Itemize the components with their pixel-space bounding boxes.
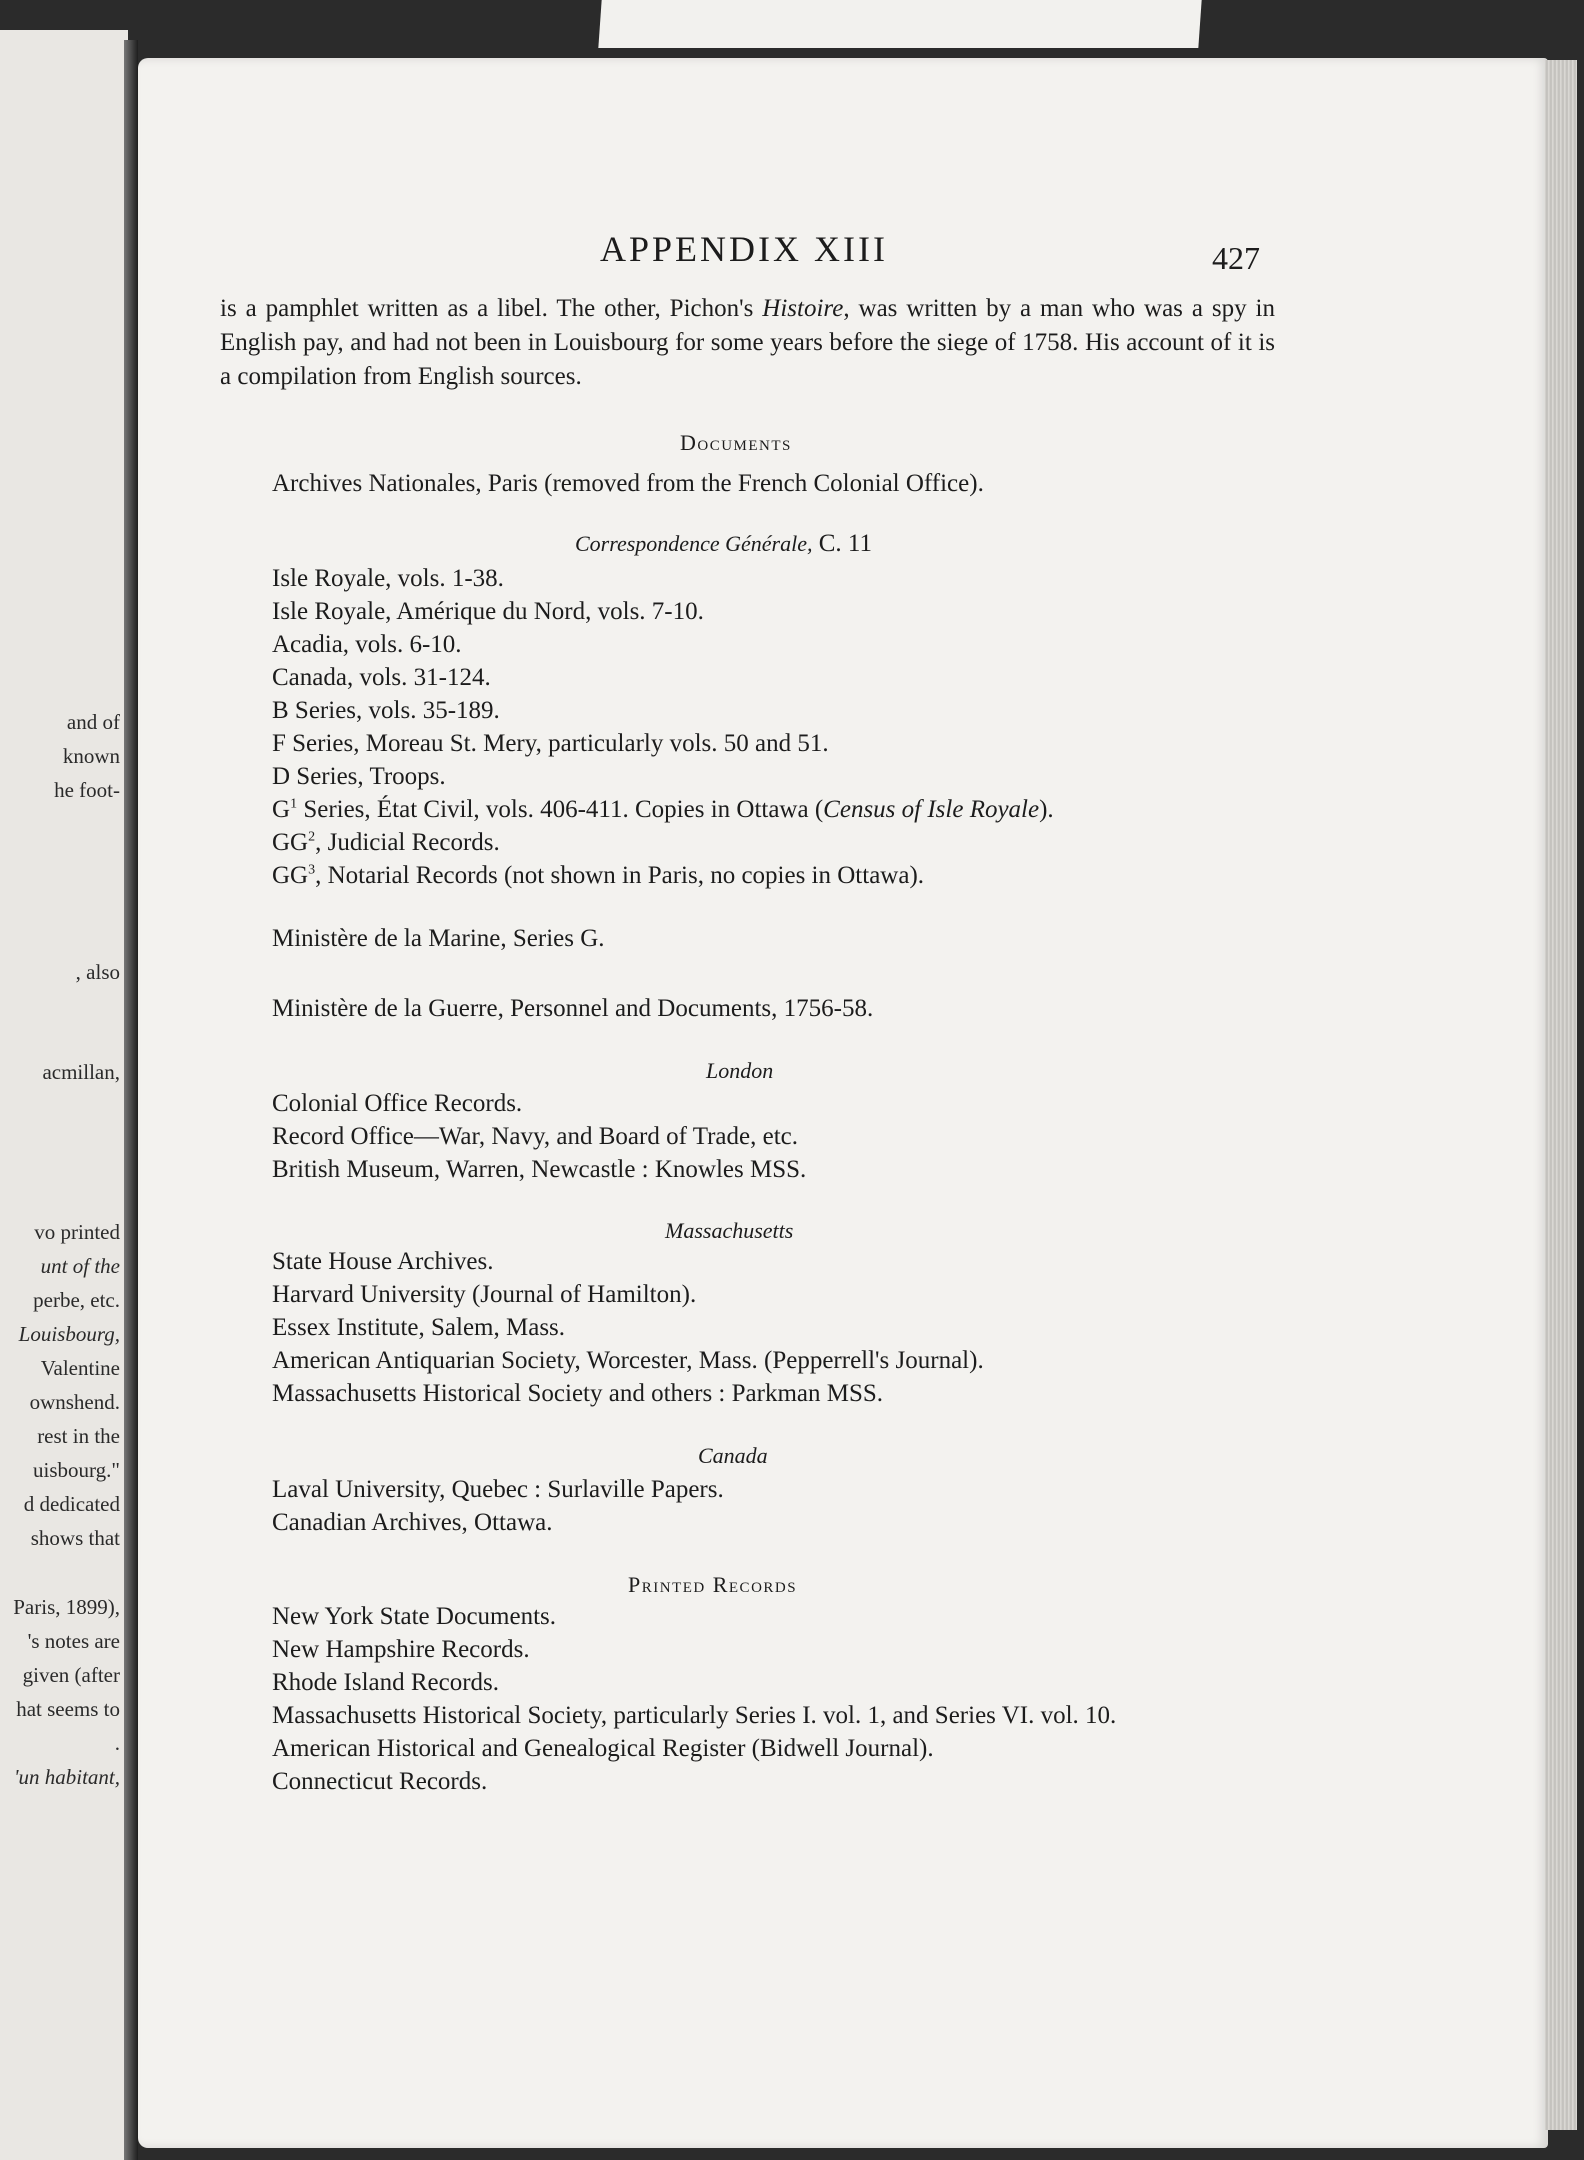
list-item: State House Archives. <box>272 1248 494 1275</box>
list-item: B Series, vols. 35-189. <box>272 697 500 724</box>
marine-line: Ministère de la Marine, Series G. <box>272 925 605 952</box>
left-fragment: ownshend. <box>29 1390 120 1414</box>
left-fragment: unt of the <box>40 1254 120 1278</box>
subheading-correspondence: Correspondence Générale, C. 11 <box>575 530 872 557</box>
list-item: American Antiquarian Society, Worcester, Mass. (Pepperrell's Journal). <box>272 1347 984 1374</box>
list-item: American Historical and Genealogical Register (Bidwell Journal). <box>272 1735 934 1762</box>
list-item: Record Office—War, Navy, and Board of Trade, etc. <box>272 1123 798 1150</box>
book-gutter <box>124 40 138 2160</box>
intro-paragraph: is a pamphlet written as a libel. The other, Pichon's Histoire, was written by a man who was a spy in English pay, and had not been in Louisbourg for some years before the siege of 1758. His account of it is a compilation from English sources. <box>220 295 1275 390</box>
list-item: Laval University, Quebec : Surlaville Papers. <box>272 1476 724 1503</box>
left-fragment: d dedicated <box>23 1492 120 1516</box>
left-fragment: , also <box>75 960 120 984</box>
list-item: Essex Institute, Salem, Mass. <box>272 1314 566 1341</box>
list-item-gg3: $GG^3$, Notarial Records (not shown in Paris, no copies in Ottawa). <box>272 862 925 889</box>
left-fragment: vo printed <box>34 1220 120 1244</box>
section-heading-printed-records: Printed Records <box>628 1572 798 1597</box>
loose-sheet-edge <box>598 0 1201 48</box>
left-fragment: known <box>62 744 120 768</box>
left-fragment: . <box>114 1731 120 1755</box>
section-heading-documents: Documents <box>680 430 792 455</box>
list-item: Rhode Island Records. <box>272 1669 500 1696</box>
left-fragment: uisbourg." <box>33 1458 120 1482</box>
list-item: Canada, vols. 31-124. <box>272 664 491 691</box>
list-item: Massachusetts Historical Society and others : Parkman MSS. <box>272 1380 884 1407</box>
list-item: British Museum, Warren, Newcastle : Knowles MSS. <box>272 1156 807 1183</box>
list-item: Connecticut Records. <box>272 1768 488 1795</box>
left-fragment: Paris, 1899), <box>13 1595 120 1619</box>
left-fragment: he foot- <box>54 778 120 802</box>
left-fragment: acmillan, <box>42 1060 120 1084</box>
list-item: Canadian Archives, Ottawa. <box>272 1509 553 1536</box>
left-page-text <box>0 30 120 2160</box>
left-facing-page <box>0 30 128 2160</box>
running-head: APPENDIX XIII <box>600 229 888 269</box>
left-fragment: shows that <box>30 1526 120 1550</box>
left-fragment: given (after <box>22 1663 120 1687</box>
subheading-london: London <box>706 1058 774 1083</box>
left-fragment: rest in the <box>37 1424 120 1448</box>
histoire-title: Histoire <box>762 295 844 322</box>
page-number: 427 <box>1212 240 1260 276</box>
left-fragment: 's notes are <box>27 1629 120 1653</box>
subheading-massachusetts: Massachusetts <box>665 1218 794 1243</box>
list-item: Isle Royale, Amérique du Nord, vols. 7-10. <box>272 598 704 625</box>
list-item: Acadia, vols. 6-10. <box>272 631 462 658</box>
list-item: D Series, Troops. <box>272 763 446 790</box>
list-item-g1: $G^1$ Series, État Civil, vols. 406-411. Copies in Ottawa (Census of Isle Royale). <box>272 796 1054 823</box>
left-fragment: Louisbourg, <box>18 1322 120 1346</box>
guerre-line: Ministère de la Guerre, Personnel and Documents, 1756-58. <box>272 995 874 1022</box>
list-item: Isle Royale, vols. 1-38. <box>272 565 504 592</box>
list-item: Massachusetts Historical Society, particularly Series I. vol. 1, and Series VI. vol. 10. <box>272 1702 1117 1729</box>
left-fragment: and of <box>66 710 120 734</box>
list-item: New Hampshire Records. <box>272 1636 530 1663</box>
list-item: New York State Documents. <box>272 1603 557 1630</box>
left-fragment: perbe, etc. <box>33 1288 120 1312</box>
archives-line: Archives Nationales, Paris (removed from the French Colonial Office). <box>272 470 984 497</box>
left-fragment: 'un habitant, <box>14 1765 120 1789</box>
list-item: F Series, Moreau St. Mery, particularly vols. 50 and 51. <box>272 730 829 757</box>
list-item: Harvard University (Journal of Hamilton). <box>272 1281 697 1308</box>
list-item: Colonial Office Records. <box>272 1090 523 1117</box>
list-item-gg2: $GG^2$, Judicial Records. <box>272 829 500 856</box>
left-fragment: Valentine <box>40 1356 120 1380</box>
page-edges <box>1545 60 1577 2130</box>
subheading-canada: Canada <box>698 1443 768 1468</box>
left-fragment: hat seems to <box>16 1697 120 1721</box>
